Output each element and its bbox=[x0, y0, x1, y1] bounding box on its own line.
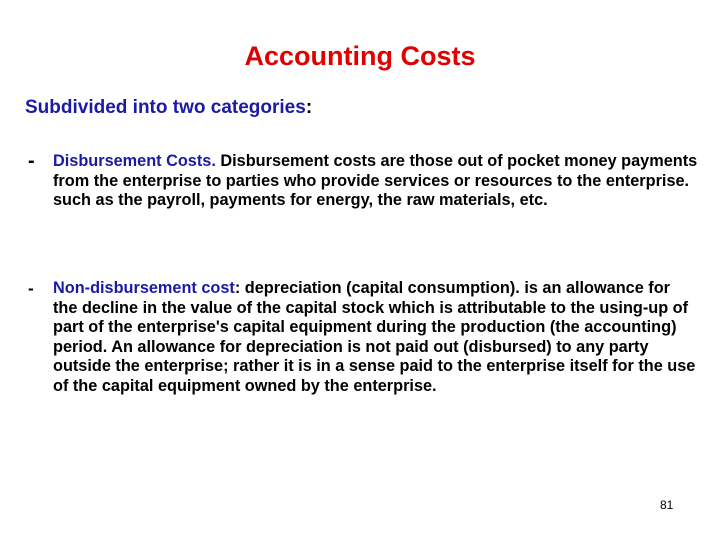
list-item-text: Disbursement costs are those out of pocket money payments from the enterprise to parties who provide services or resources to the enterprise. such as the payroll, payments for energy, the raw materials, etc. bbox=[53, 152, 698, 210]
list-item-text: : depreciation (capital consumption). is an allowance for the decline in the value of the capital stock which is attributable to the using-up of part of the enterprise's capital equipment during the production (the accounting) period. An allowance for depreciation is not paid out (disbursed) to any party outside the enterprise; rather it is in a sense paid to the enterprise itself for the use of the capital equipment owned by the enterprise. bbox=[53, 279, 696, 395]
subtitle-colon: : bbox=[305, 97, 313, 118]
bullet-dash: - bbox=[28, 279, 34, 298]
subtitle-text: Subdivided into two categories bbox=[25, 97, 306, 118]
slide-title bbox=[0, 40, 720, 72]
slide-subtitle bbox=[25, 96, 312, 120]
bullet-dash: - bbox=[28, 150, 35, 172]
list-item-non-disbursement bbox=[28, 279, 698, 397]
list-item-disbursement bbox=[28, 152, 698, 211]
slide-title-text: Accounting Costs bbox=[244, 41, 476, 71]
page-number: 81 bbox=[660, 498, 674, 512]
list-item-lead: Non-disbursement cost bbox=[53, 279, 235, 297]
list-item-body bbox=[53, 152, 698, 211]
list-item-lead: Disbursement Costs. bbox=[53, 152, 216, 170]
list-item-body bbox=[53, 279, 698, 397]
